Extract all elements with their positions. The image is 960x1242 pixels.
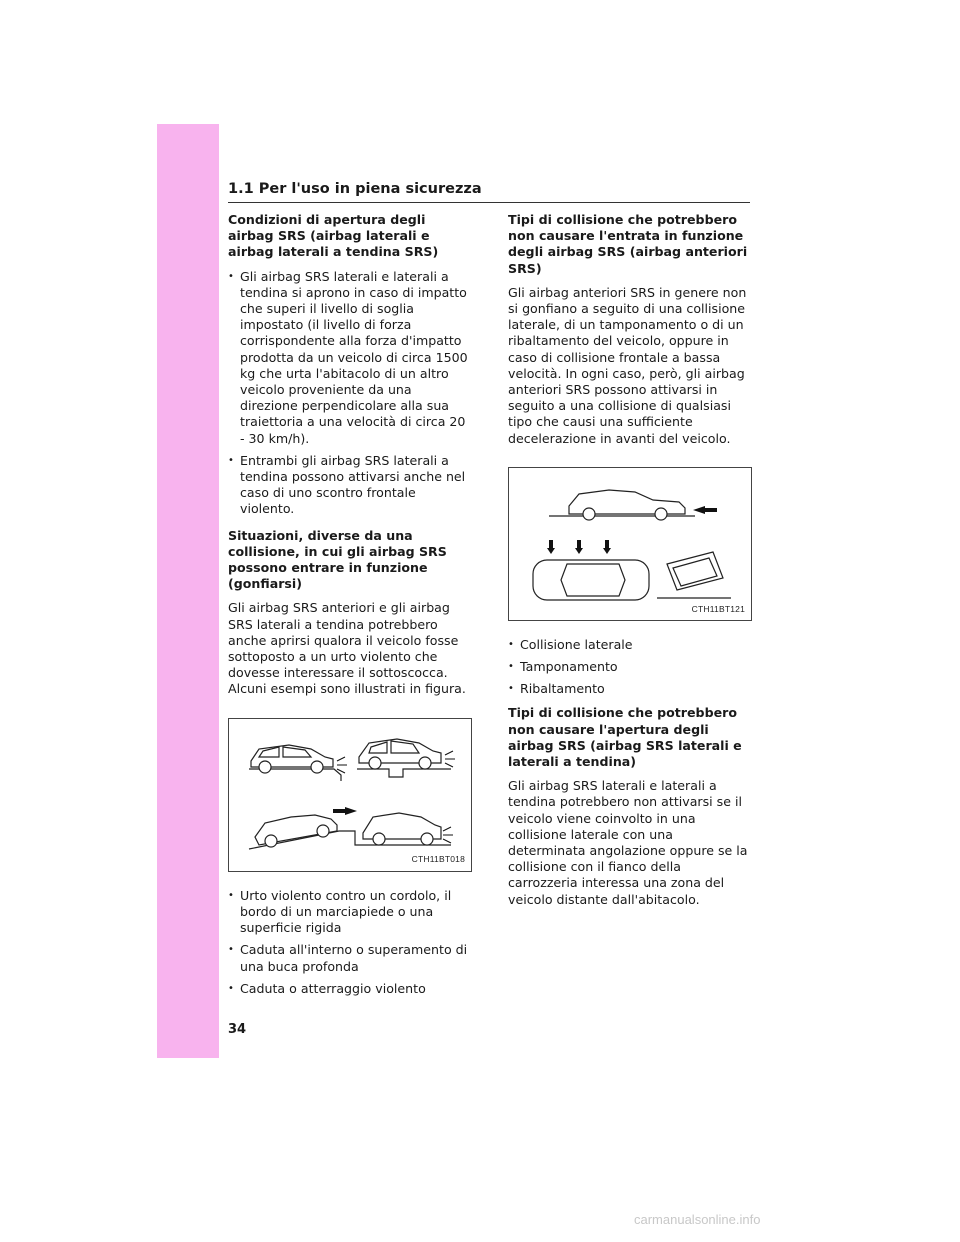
list-item: • Caduta all'interno o superamento di una buca profonda	[228, 942, 472, 974]
right-column	[508, 212, 752, 916]
paragraph-front-airbag: Gli airbag anteriori SRS in genere non si gonfiano a seguito di una collisione laterale, di un tamponamento o di un ribaltamento del veicolo, oppure in caso di collisione frontale a bassa velocità. In ogni caso, però, gli airbag anteriori SRS possono attivarsi in seguito a una collisione di qualsiasi tipo che causi una sufficiente decelerazione in avanti del veicolo.	[508, 284, 747, 446]
page-header	[228, 178, 750, 203]
list-item: • Caduta o atterraggio violento	[228, 981, 472, 997]
paragraph-non-collision: Gli airbag SRS anteriori e gli airbag SRS laterali a tendina potrebbero anche aprirsi qualora il veicolo fosse sottoposto a un urto violento che dovesse interessare il sottoscocca. Alcuni esempi sono illustrati in figura.	[228, 600, 466, 697]
list-item: • Tamponamento	[508, 659, 752, 675]
list-item: • Collisione laterale	[508, 637, 752, 653]
watermark: carmanualsonline.info	[634, 1212, 761, 1227]
figure-collision-types	[508, 467, 752, 621]
heading-front-airbag-non-deploy: Tipi di collisione che potrebbero non causare l'entrata in funzione degli airbag SRS (airbag anteriori SRS)	[508, 212, 748, 276]
figure-underbody-impacts	[228, 718, 472, 872]
paragraph-side-airbag: Gli airbag SRS laterali e laterali a tendina potrebbero non attivarsi se il veicolo viene coinvolto in una collisione laterale con una determinata angolazione oppure se la collisione con il fianco della carrozzeria interessa una zona del veicolo distante dall'abitacolo.	[508, 778, 748, 907]
chapter-tab	[157, 124, 219, 1058]
heading-side-airbag-conditions: Condizioni di apertura degli airbag SRS (airbag laterali e airbag laterali a tendina SRS)	[228, 212, 439, 260]
list-item: • Entrambi gli airbag SRS laterali a tendina possono attivarsi anche nel caso di uno scontro frontale violento.	[228, 453, 472, 518]
underbody-impact-illustration	[229, 719, 473, 871]
collision-types-illustration	[509, 468, 753, 620]
section-title: 1.1 Per l'uso in piena sicurezza	[228, 181, 482, 197]
figure-code: CTH11BT121	[691, 603, 745, 614]
page-number: 34	[228, 1022, 247, 1037]
figure-code: CTH11BT018	[411, 854, 465, 865]
heading-side-airbag-non-deploy: Tipi di collisione che potrebbero non causare l'apertura degli airbag SRS (airbag SRS laterali e laterali a tendina)	[508, 705, 742, 770]
list-item: • Gli airbag SRS laterali e laterali a tendina si aprono in caso di impatto che superi il livello di soglia impostato (il livello di forza corrispondente alla forza d'impatto prodotta da un veicolo di circa 1500 kg che urta l'abitacolo di un altro veicolo proveniente da una direzione perpendicolare alla sua traiettoria a una velocità di circa 20 - 30 km/h).	[228, 269, 472, 447]
list-item: • Ribaltamento	[508, 681, 752, 697]
heading-non-collision-situations: Situazioni, diverse da una collisione, in cui gli airbag SRS possono entrare in funzione (gonfiarsi)	[228, 527, 447, 592]
list-item: • Urto violento contro un cordolo, il bordo di un marciapiede o una superficie rigida	[228, 888, 472, 937]
left-column	[228, 212, 472, 1003]
